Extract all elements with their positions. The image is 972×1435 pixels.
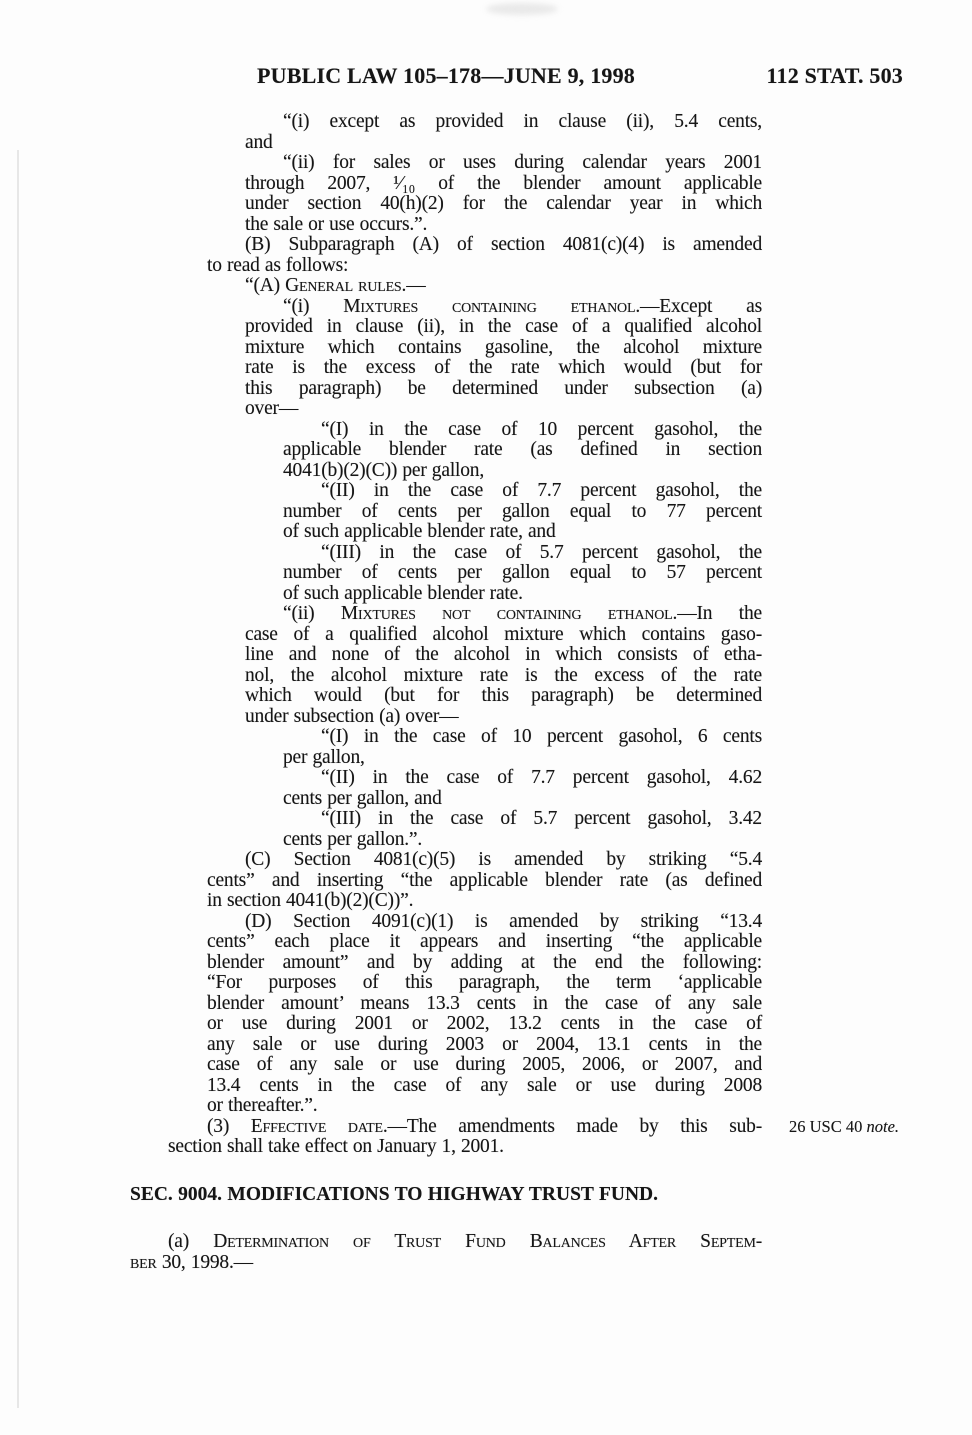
document-lines (130, 112, 762, 1273)
text-line: cents” each place it appears and inserting “the applicable (207, 931, 762, 952)
text-line: of such applicable blender rate, and (283, 521, 556, 542)
scan-edge-line (17, 150, 19, 1408)
margin-note (789, 1117, 939, 1136)
text-line: “(A) General rules.— (245, 275, 426, 296)
text-line: line and none of the alcohol in which consists of etha- (245, 644, 762, 665)
text-line: any sale or use during 2003 or 2004, 13.1 cents in the (207, 1033, 762, 1055)
text-line: “(III) in the case of 5.7 percent gasohol, 3.42 (321, 808, 762, 829)
text-line: blender amount’ means 13.3 cents in the case of any sale (207, 992, 762, 1014)
text-line: 13.4 cents in the case of any sale or use during 2008 (207, 1074, 762, 1096)
text-line: per gallon, (283, 746, 365, 768)
text-line: blender amount” and by adding at the end the following: (207, 951, 762, 973)
text-line: “(I) in the case of 10 percent gasohol, the (321, 418, 762, 440)
text-line: section shall take effect on January 1, 2001. (168, 1136, 504, 1157)
text-line: cents per gallon.”. (283, 828, 423, 850)
running-head-law-title: PUBLIC LAW 105–178—JUNE 9, 1998 (257, 63, 635, 88)
text-line: “(II) in the case of 7.7 percent gasohol, 4.62 (321, 767, 762, 788)
text-line: “For purposes of this paragraph, the term ‘applicable (207, 972, 762, 993)
text-line: “(ii) Mixtures not containing ethanol.—In the (283, 603, 762, 624)
text-line: (C) Section 4081(c)(5) is amended by striking “5.4 (245, 849, 762, 870)
text-line: 4041(b)(2)(C)) per gallon, (283, 459, 485, 481)
text-line: and (245, 131, 273, 153)
text-line: cents” and inserting “the applicable blender rate (as defined (207, 869, 762, 891)
text-line: through 2007, ¹⁄₁₀ of the blender amount applicable (245, 172, 762, 194)
text-line: “(II) in the case of 7.7 percent gasohol, the (321, 480, 762, 501)
text-line: “(III) in the case of 5.7 percent gasohol, the (321, 541, 762, 563)
text-line: case of a qualified alcohol mixture which contains gaso- (245, 623, 762, 645)
text-line: under section 40(h)(2) for the calendar year in which (245, 193, 762, 214)
text-line: cents per gallon, and (283, 787, 442, 809)
text-line: SEC. 9004. MODIFICATIONS TO HIGHWAY TRUST FUND. (130, 1183, 658, 1205)
text-line: or thereafter.”. (207, 1095, 318, 1116)
stat-page-number: 112 STAT. 503 (766, 63, 903, 88)
text-line: case of any sale or use during 2005, 2006, or 2007, and (207, 1054, 762, 1075)
text-line: mixture which contains gasoline, the alcohol mixture (245, 336, 762, 358)
text-line: “(ii) for sales or uses during calendar years 2001 (283, 152, 762, 173)
text-line: nol, the alcohol mixture rate is the excess of the rate (245, 664, 762, 686)
text-line: applicable blender rate (as defined in section (283, 439, 762, 460)
text-line: provided in clause (ii), in the case of a qualified alcohol (245, 316, 762, 337)
text-line: to read as follows: (207, 254, 349, 276)
margin-note-note-word: note. (866, 1117, 900, 1136)
text-line: ber 30, 1998.— (130, 1251, 253, 1273)
text-line: this paragraph) be determined under subsection (a) (245, 377, 762, 399)
text-line: under subsection (a) over— (245, 705, 459, 727)
text-line: (a) Determination of Trust Fund Balances After Septem- (168, 1231, 763, 1252)
text-line: the sale or use occurs.”. (245, 213, 428, 235)
text-line: rate is the excess of the rate which would (but for (245, 357, 762, 378)
text-line: (B) Subparagraph (A) of section 4081(c)(4) is amended (245, 234, 762, 255)
text-line: “(I) in the case of 10 percent gasohol, 6 cents (321, 726, 762, 747)
text-line: number of cents per gallon equal to 77 percent (283, 500, 762, 522)
scan-smudge-artifact (486, 3, 558, 15)
text-line: (D) Section 4091(c)(1) is amended by striking “13.4 (245, 910, 762, 932)
text-line: “(i) Mixtures containing ethanol.—Except as (283, 295, 763, 317)
text-line: (3) Effective date.—The amendments made by this sub- (207, 1115, 762, 1137)
text-line: which would (but for this paragraph) be determined (245, 685, 762, 706)
text-line: in section 4041(b)(2)(C))”. (207, 890, 414, 911)
margin-note-citation: 26 USC 40 (789, 1117, 867, 1136)
text-line: over— (245, 398, 299, 419)
text-line: of such applicable blender rate. (283, 582, 523, 604)
text-line: or use during 2001 or 2002, 13.2 cents in the case of (207, 1013, 762, 1034)
text-line: number of cents per gallon equal to 57 percent (283, 562, 762, 583)
text-line: “(i) except as provided in clause (ii), 5.4 cents, (283, 111, 762, 132)
